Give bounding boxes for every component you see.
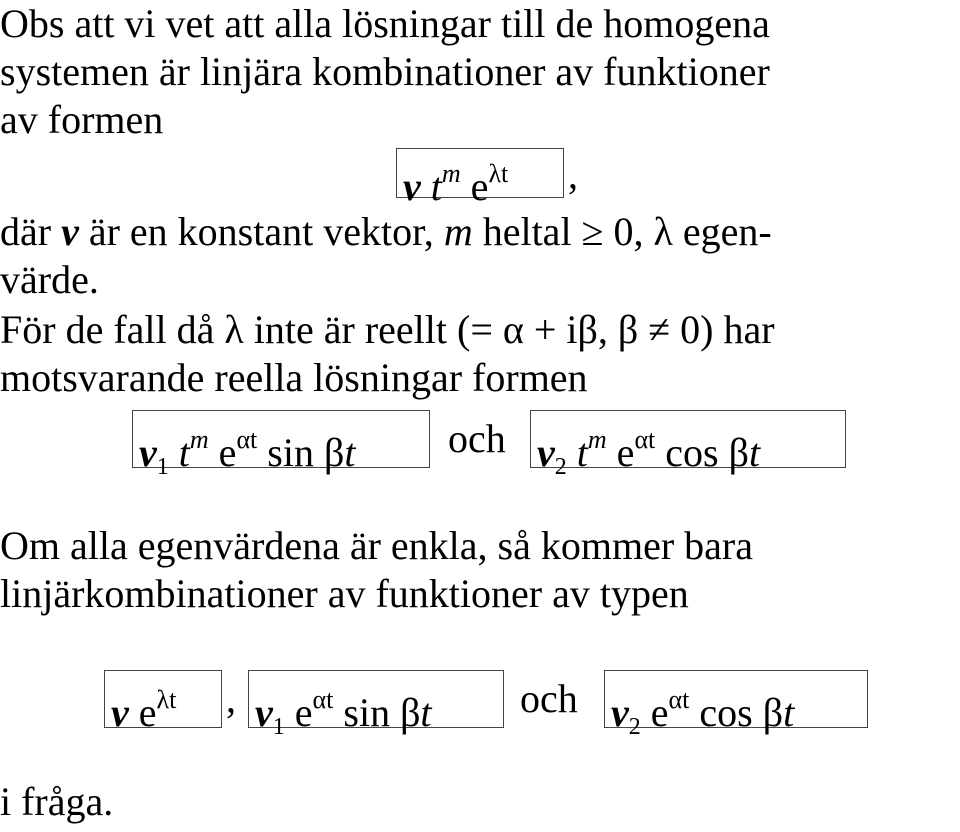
formula-box-v-tm-elambda [396,148,564,209]
neq-symbol: ≠ [648,307,671,352]
closing-text: i fråga. [0,779,114,824]
formula-comma: , [568,152,578,197]
formula-box-v-elambda: v $e^{\lambda t}$ [104,670,222,728]
och-word-2: och [520,676,578,721]
var-t: t [430,164,442,209]
formula-box-v1-sin: $v_1$ $e^{\alpha t}$ sin βt [248,670,504,728]
where-line-2: värde. [0,257,99,302]
intro-line-3: av formen [0,97,164,142]
where-line: där v är en konstant vektor, m heltal ≥ 0, λ egen- [0,209,772,254]
simple-line-2: linjärkombinationer av funktioner av typen [0,571,689,616]
formula-box-sin: $v_1$ $t^m$ $e^{\alpha t}$ sin βt [132,410,430,468]
complex-line-2: motsvarande reella lösningar formen [0,355,588,400]
formula-box-v2-cos: $v_2$ $e^{\alpha t}$ cos βt [604,670,868,728]
complex-line-1: För de fall då λ inte är reellt (= α + iβ, β ≠ 0) har [0,307,775,352]
intro-line-2: systemen är linjära kombinationer av funktioner [0,49,770,94]
geq-symbol: ≥ [581,209,604,254]
vector-v-inline: v [61,209,79,254]
formula-box-cos: $v_2$ $t^m$ $e^{\alpha t}$ cos βt [530,410,846,468]
formula-comma-2: , [226,676,236,721]
simple-line-1: Om alla egenvärdena är enkla, så kommer bara [0,523,753,568]
vector-v: v [403,164,421,209]
exp-m: m [441,159,461,188]
och-word-1: och [448,416,506,461]
intro-line-1: Obs att vi vet att alla lösningar till de homogena [0,1,770,46]
var-m-inline: m [443,209,473,254]
exp-lambda-t: λt [488,159,509,188]
e-base: e [470,164,489,209]
